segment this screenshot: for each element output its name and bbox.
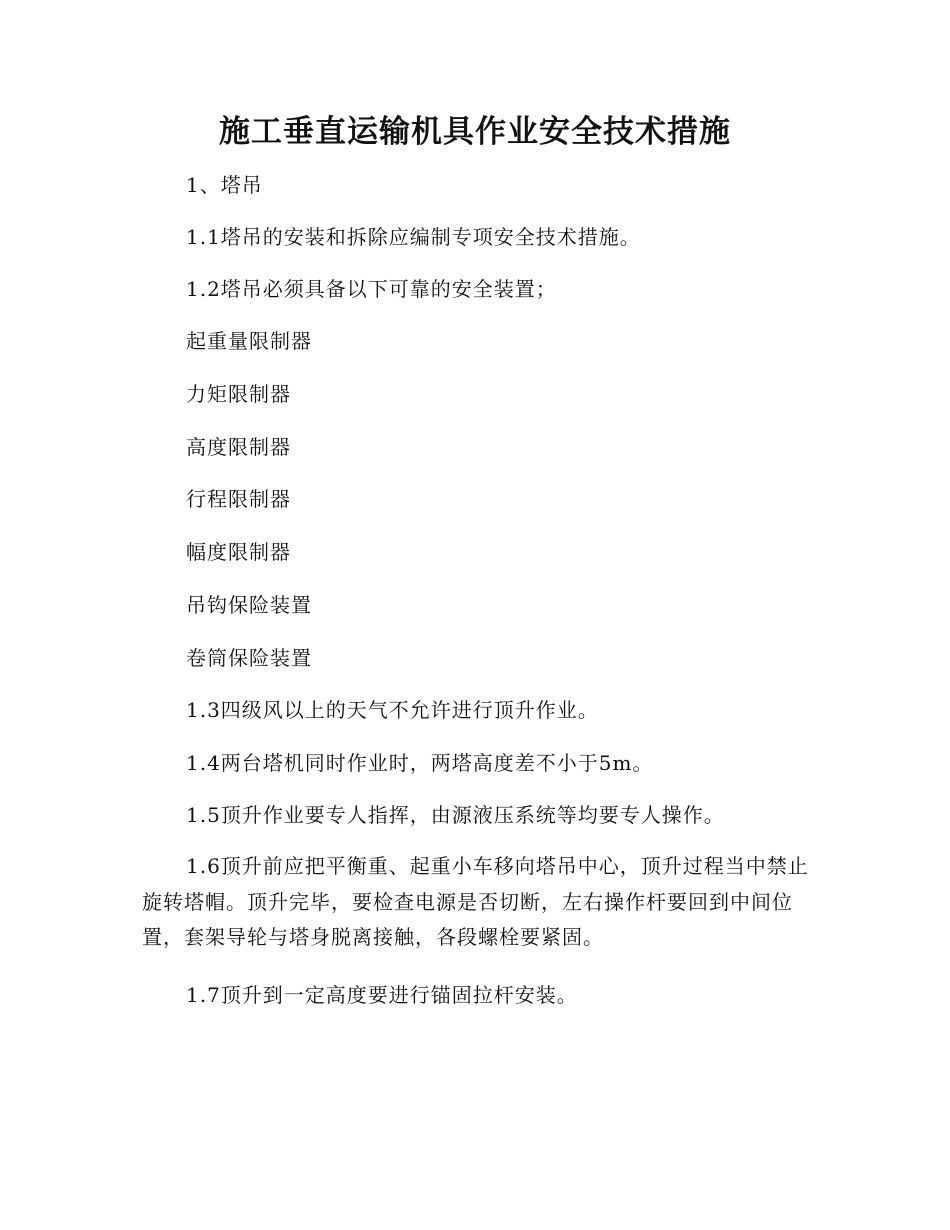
device-moment-limiter: 力矩限制器 xyxy=(186,382,291,406)
device-drum-safety: 卷筒保险装置 xyxy=(186,646,312,670)
device-radius-limiter: 幅度限制器 xyxy=(186,540,291,564)
item-1-2: 1.2塔吊必须具备以下可靠的安全装置； xyxy=(186,277,557,301)
device-load-limiter: 起重量限制器 xyxy=(186,329,312,353)
item-1-5: 1.5顶升作业要专人指挥，由源液压系统等均要专人操作。 xyxy=(186,803,725,827)
item-1-4: 1.4两台塔机同时作业时，两塔高度差不小于5m。 xyxy=(186,751,654,775)
item-1-1: 1.1塔吊的安装和拆除应编制专项安全技术措施。 xyxy=(186,225,641,249)
section-heading-tower-crane: 1、塔吊 xyxy=(186,173,263,197)
device-travel-limiter: 行程限制器 xyxy=(186,487,291,511)
device-hook-safety: 吊钩保险装置 xyxy=(186,593,312,617)
device-height-limiter: 高度限制器 xyxy=(186,435,291,459)
item-1-7: 1.7顶升到一定高度要进行锚固拉杆安装。 xyxy=(186,983,578,1007)
document-title: 施工垂直运输机具作业安全技术措施 xyxy=(219,114,731,150)
item-1-6-paragraph: 1.6顶升前应把平衡重、起重小车移向塔吊中心，顶升过程当中禁止旋转塔帽。顶升完毕，要检查电源是否切断，左右操作杆要回到中间位置，套架导轮与塔身脱离接触，各段螺栓要紧固。 xyxy=(142,854,809,949)
item-1-3: 1.3四级风以上的天气不允许进行顶升作业。 xyxy=(186,698,599,722)
